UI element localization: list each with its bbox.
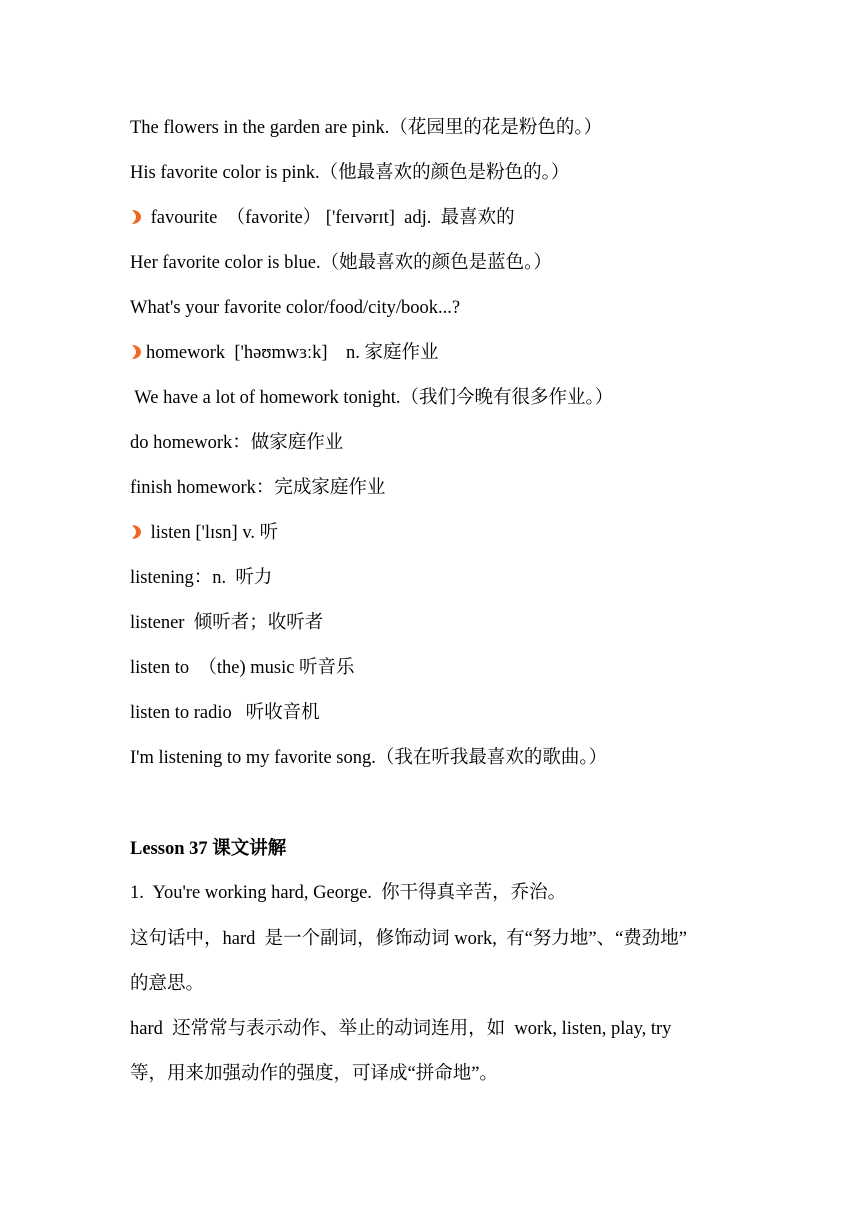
vocab-entry-homework <box>130 341 439 365</box>
text-line: listen to radio 听收音机 <box>130 703 320 723</box>
text-line: 等，用来加强动作的强度，可译成“拼命地”。 <box>130 1064 498 1084</box>
section-heading: Lesson 37 课文讲解 <box>130 839 287 859</box>
text-line: 这句话中，hard 是一个副词，修饰动词 work, 有“努力地”、“费劲地” <box>130 929 687 949</box>
vocab-entry-listen <box>130 521 278 545</box>
text-line: The flowers in the garden are pink.（花园里的花是粉色的。） <box>130 118 603 138</box>
text-line: We have a lot of homework tonight.（我们今晚有很多作业。） <box>130 388 614 408</box>
text-line: listening：n. 听力 <box>130 568 273 588</box>
text-line: 的意思。 <box>130 974 205 994</box>
text-line: 1. You're working hard, George. 你干得真辛苦，乔治。 <box>130 883 567 903</box>
text-line: listener 倾听者；收听者 <box>130 613 324 633</box>
text-line: His favorite color is pink.（他最喜欢的颜色是粉色的。） <box>130 163 570 183</box>
text-line: listen to （the) music 听音乐 <box>130 658 355 678</box>
orange-heart-bullet-icon <box>130 344 142 360</box>
text-line: finish homework：完成家庭作业 <box>130 478 386 498</box>
vocab-entry-text: homework ['həʊmwɜːk] n. 家庭作业 <box>146 343 439 363</box>
vocab-entry-favourite <box>130 206 515 230</box>
text-line: I'm listening to my favorite song.（我在听我最喜欢的歌曲。） <box>130 748 608 768</box>
orange-heart-bullet-icon <box>130 524 142 540</box>
text-line: Her favorite color is blue.（她最喜欢的颜色是蓝色。） <box>130 253 552 273</box>
vocab-entry-text: listen ['lɪsn] v. 听 <box>146 523 279 543</box>
text-line: hard 还常常与表示动作、举止的动词连用，如 work, listen, play, try <box>130 1019 672 1039</box>
text-line: What's your favorite color/food/city/book...? <box>130 298 461 318</box>
vocab-entry-text: favourite （favorite） ['feɪvərɪt] adj. 最喜欢的 <box>146 208 515 228</box>
orange-heart-bullet-icon <box>130 209 142 225</box>
text-line: do homework：做家庭作业 <box>130 433 344 453</box>
